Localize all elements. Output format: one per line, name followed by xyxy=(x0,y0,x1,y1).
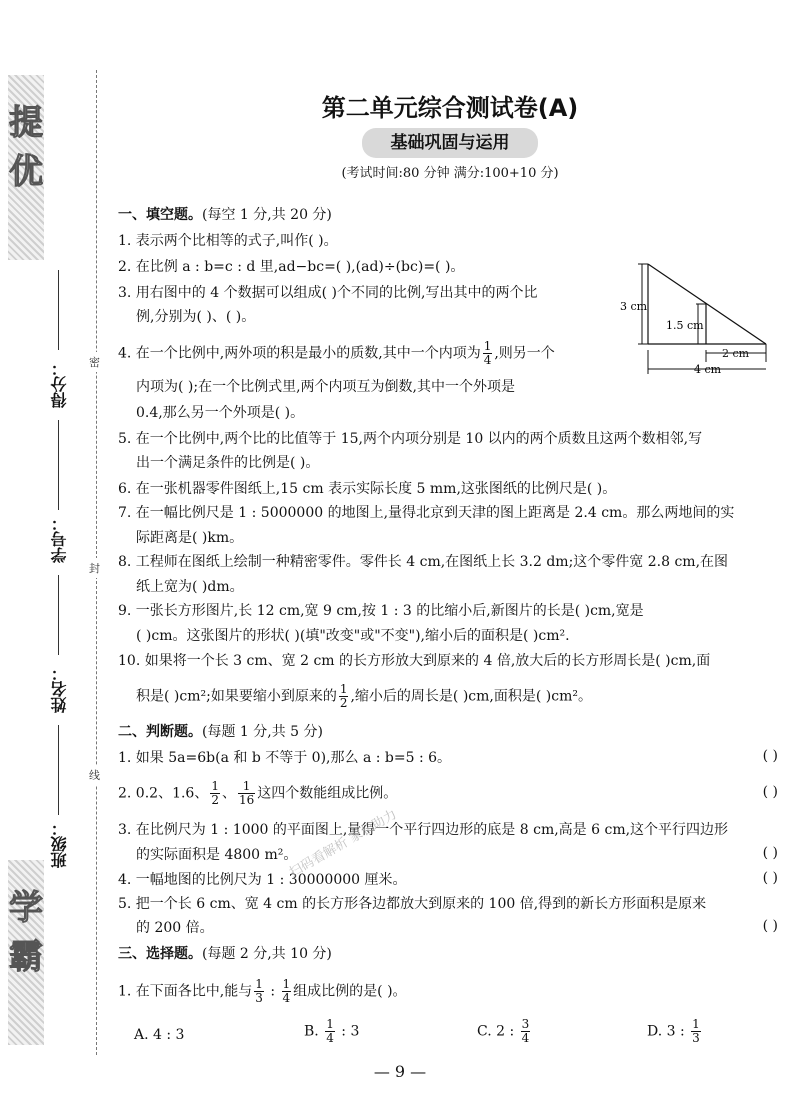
page-number: — 9 — xyxy=(373,1062,427,1081)
class-field-label: 班级： xyxy=(50,820,69,868)
binding-sidebar xyxy=(0,0,100,1097)
question-line: 纸上宽为( )dm。 xyxy=(136,579,244,595)
question-line: 10. 如果将一个长 3 cm、宽 2 cm 的长方形放大到原来的 4 倍,放大后的长方形周长是( )cm,面 xyxy=(118,653,711,669)
fraction: $\frac{1}{4}$ xyxy=(483,339,492,367)
fraction: $\frac{1}{3}$ xyxy=(255,977,263,1005)
answer-paren: ( ) xyxy=(762,845,778,861)
option-c: C. 2 : $\frac{3}{4}$ xyxy=(477,1017,530,1045)
fraction: $\frac{3}{4}$ xyxy=(521,1017,530,1045)
seal-char: 封 xyxy=(89,558,100,578)
section-heading xyxy=(118,205,332,225)
question-line: 2. 在比例 a : b=c : d 里,ad−bc=( ),(ad)÷(bc)=( )。 xyxy=(118,259,465,275)
question-line: 6. 在一张机器零件图纸上,15 cm 表示实际长度 5 mm,这张图纸的比例尺是( )。 xyxy=(118,481,617,497)
question-line: 8. 工程师在图纸上绘制一种精密零件。零件长 4 cm,在图纸上长 3.2 dm;这个零件宽 2.8 cm,在图 xyxy=(118,554,729,570)
section-title: 二、判断题。 xyxy=(118,724,202,740)
watermark-stamp: 扫码看解析 家长助力 xyxy=(287,807,400,881)
question-line: 5. 把一个长 6 cm、宽 4 cm 的长方形各边都放大到原来的 100 倍,得到的新长方形面积是原来 xyxy=(118,896,707,912)
fraction: $\frac{1}{4}$ xyxy=(282,977,291,1005)
question-line: 的 200 倍。 xyxy=(136,920,214,936)
section-heading xyxy=(118,944,332,964)
question-line xyxy=(136,683,592,710)
question-line: ( )cm。这张图片的形状( )(填"改变"或"不变"),缩小后的面积是( )cm². xyxy=(136,628,570,644)
name-field-label: 姓名： xyxy=(50,665,69,713)
fraction: $\frac{1}{4}$ xyxy=(326,1017,334,1045)
option-b: B. $\frac{1}{4}$ : 3 xyxy=(304,1017,360,1045)
question-line: 5. 在一个比例中,两个比的比值等于 15,两个内项分别是 10 以内的两个质数且这两个数相邻,写 xyxy=(118,431,703,447)
geometry-diagram xyxy=(618,262,778,377)
decorative-banner-top xyxy=(8,75,44,260)
student-id-field-label: 学号： xyxy=(50,515,69,563)
question-text: 4. 在一个比例中,两外项的积是最小的质数,其中一个内项为 xyxy=(118,345,481,362)
question-line: 9. 一张长方形图片,长 12 cm,宽 9 cm,按 1 : 3 的比缩小后,新图片的长是( )cm,宽是 xyxy=(118,603,644,619)
question-text: ,则另一个 xyxy=(494,345,555,362)
field-underline xyxy=(58,575,59,655)
fraction: $\frac{1}{3}$ xyxy=(692,1017,700,1045)
answer-paren: ( ) xyxy=(762,748,778,764)
question-line: 0.4,那么另一个外项是( )。 xyxy=(136,405,305,421)
section-note: (每空 1 分,共 20 分) xyxy=(202,207,332,223)
fraction: $\frac{1}{2}$ xyxy=(211,779,219,807)
fraction: $\frac{1}{2}$ xyxy=(339,682,348,710)
label-1-5cm: 1.5 cm xyxy=(666,319,704,332)
exam-info: (考试时间:80 分钟 满分:100+10 分) xyxy=(341,166,559,181)
fraction: $\frac{1}{16}$ xyxy=(238,779,255,807)
section-note: (每题 1 分,共 5 分) xyxy=(202,724,323,740)
section-heading xyxy=(118,722,323,742)
section-note: (每题 2 分,共 10 分) xyxy=(202,946,332,962)
question-text: 1. 在下面各比中,能与 xyxy=(118,983,253,1000)
question-line: 例,分别为( )、( )。 xyxy=(136,309,256,325)
seal-char: 密 xyxy=(89,352,100,372)
label-4cm: 4 cm xyxy=(694,363,722,376)
question-line: 4. 一幅地图的比例尺为 1 : 30000000 厘米。 xyxy=(118,872,407,888)
option-d: D. 3 : $\frac{1}{3}$ xyxy=(647,1017,700,1045)
question-text: 这四个数能组成比例。 xyxy=(257,785,398,802)
section-title: 三、选择题。 xyxy=(118,946,202,962)
question-line: 际距离是( )km。 xyxy=(136,530,244,546)
question-line: 1. 表示两个比相等的式子,叫作( )。 xyxy=(118,233,338,249)
question-line: 3. 在比例尺为 1 : 1000 的平面图上,量得一个平行四边形的底是 8 cm,高是 6 cm,这个平行四边形 xyxy=(118,822,729,838)
score-field-label: 得分： xyxy=(50,360,69,408)
decorative-banner-bottom xyxy=(8,860,44,1045)
banner-text-bottom: 学霸 xyxy=(9,888,43,977)
answer-paren: ( ) xyxy=(762,870,778,886)
question-line: 出一个满足条件的比例是( )。 xyxy=(136,455,320,471)
section-title: 一、填空题。 xyxy=(118,207,202,223)
question-line: 内项为( );在一个比例式里,两个内项互为倒数,其中一个外项是 xyxy=(136,379,515,395)
field-underline xyxy=(58,725,59,815)
answer-paren: ( ) xyxy=(762,784,778,800)
banner-text-top: 提优 xyxy=(9,103,43,192)
page-title: 第二单元综合测试卷(A) xyxy=(321,94,579,122)
question-line: 1. 如果 5a=6b(a 和 b 不等于 0),那么 a : b=5 : 6。 xyxy=(118,750,452,766)
label-2cm: 2 cm xyxy=(722,347,750,360)
question-line: 3. 用右图中的 4 个数据可以组成( )个不同的比例,写出其中的两个比 xyxy=(118,285,538,301)
question-line: 2. 0.2、1.6、 $\frac{1}{2}$ 、 $\frac{1}{16}$ 这四个数能组成比例。 xyxy=(118,779,398,807)
field-underline xyxy=(58,420,59,510)
question-line: 7. 在一幅比例尺是 1 : 5000000 的地图上,量得北京到天津的图上距离是 2.4 cm。那么两地间的实 xyxy=(118,505,735,521)
question-text: 2. 0.2、1.6、 xyxy=(118,785,209,802)
seal-char: 线 xyxy=(89,765,100,785)
question-line: 1. 在下面各比中,能与 $\frac{1}{3}$ : $\frac{1}{4}$ 组成比例的是( )。 xyxy=(118,977,407,1005)
option-a: A. 4 : 3 xyxy=(134,1027,185,1043)
question-text: 积是( )cm²;如果要缩小到原来的 xyxy=(136,688,337,705)
question-text: ,缩小后的周长是( )cm,面积是( )cm²。 xyxy=(350,688,592,705)
subtitle-badge: 基础巩固与运用 xyxy=(362,128,538,158)
question-line xyxy=(118,340,555,367)
field-underline xyxy=(58,270,59,350)
answer-paren: ( ) xyxy=(762,918,778,934)
label-3cm: 3 cm xyxy=(620,300,648,313)
question-text: 组成比例的是( )。 xyxy=(293,983,407,1000)
question-line: 的实际面积是 4800 m²。 xyxy=(136,847,298,863)
